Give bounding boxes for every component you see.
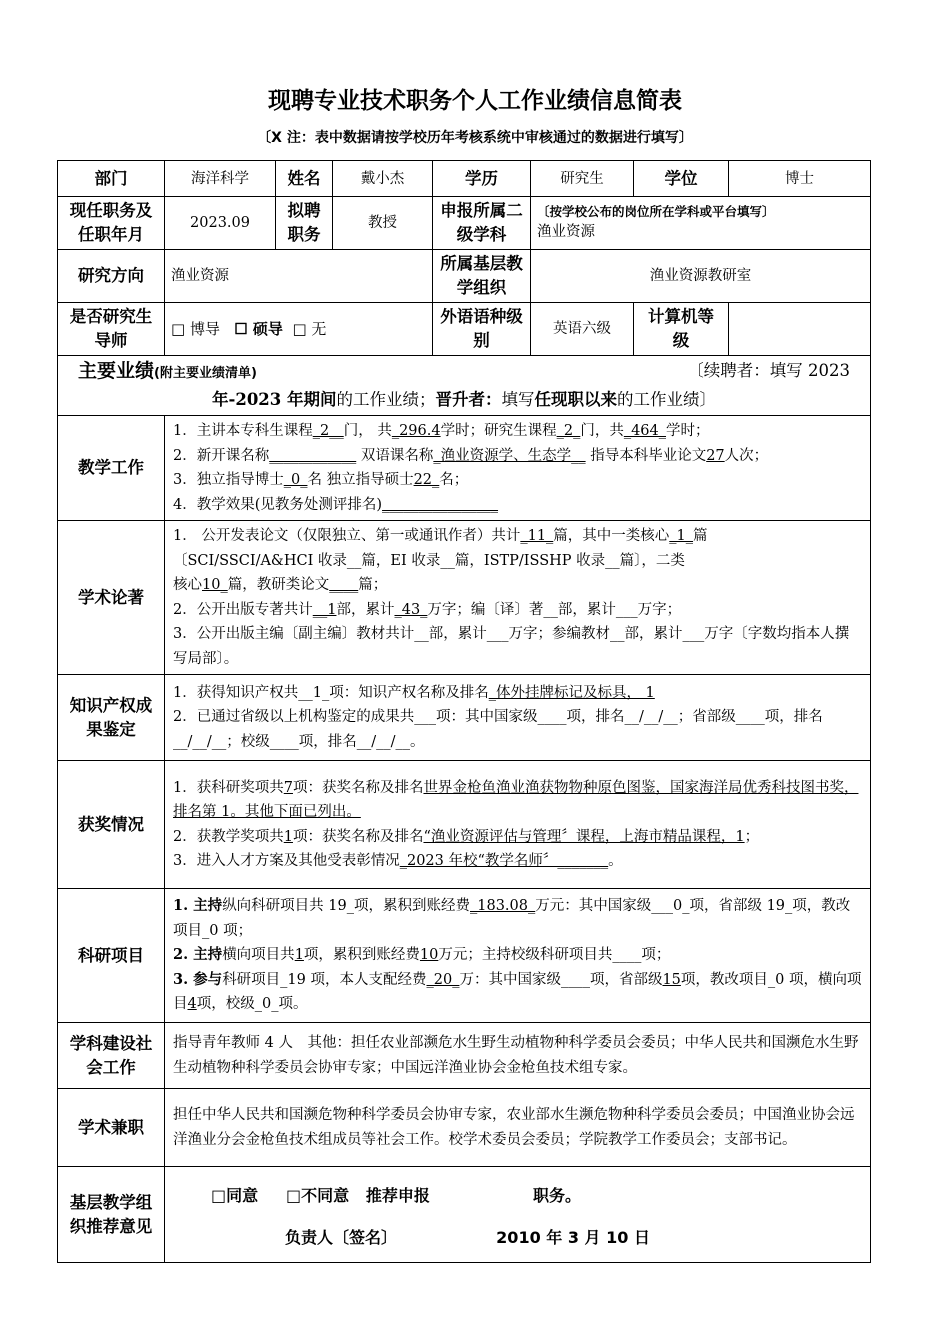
research-projects-content [165,889,871,1023]
supervisor-options [165,303,433,356]
main-achievements-label: 主要业绩 [78,360,155,382]
awards-content [165,761,871,889]
main-line2-c: 晋升者： [435,390,502,409]
part-time-content: 担任中华人民共和国濒危物种科学委员会协审专家，农业部水生濒危物种科学委员会委员；中国渔业协会远洋渔业分会金枪鱼技术组成员等社会工作。校学术委员会委员；学院教学工作委员会；支部书记。 [165,1089,871,1167]
main-achievements-sub: (附主要业绩清单) [154,366,257,381]
teaching-label: 教学工作 [58,416,165,521]
recommend-signature-line [211,1227,860,1249]
teaching-line-3: 3．独立指导博士_0_名 独立指导硕士22_名； [173,472,469,488]
main-achievements-line2 [78,387,850,413]
main-line2-e: 任现职以来 [534,390,617,409]
awards-label: 获奖情况 [58,761,165,889]
recommend-options [211,1185,860,1207]
discipline-build-content: 指导青年教师 4 人 其他：担任农业部濒危水生野生动植物种科学委员会委员；中华人民共和国濒危水生野生动植物种科学委员会协审专家；中国远洋渔业协会金枪鱼技术组专家。 [165,1023,871,1089]
discipline-label: 申报所属二级学科 [433,197,531,250]
research-line-3: 3. 参与科研项目_19 项，本人支配经费_20_万：其中国家级____项，省部级15项，教改项目_0 项，横向项目4项，校级_0_项。 [173,970,862,1013]
language-value: 英语六级 [531,303,634,356]
main-achievements-right: 〔续聘者：填写 2023 [687,361,850,380]
dept-label: 部门 [58,161,165,197]
degree-label: 学位 [634,161,729,197]
recommend-text: 推荐申报 [365,1185,430,1205]
no-supervisor-checkbox[interactable]: □ 无 [292,320,327,338]
discipline-note: 〔按学校公布的岗位所在学科或平台填写〕 [537,204,775,219]
academic-line-5: 3．公开出版主编〔副主编〕教材共计__部，累计___万字；参编教材__部，累计___万字〔字数均指本人撰写局部〕。 [173,626,850,667]
ip-line-1: 1．获得知识产权共__1_项：知识产权名称及排名_体外挂牌标记及标具， 1 [173,684,655,701]
info-table [57,160,871,1263]
discipline-cell [531,197,871,250]
position-value: 2023.09 [165,197,276,250]
research-direction-value: 渔业资源 [165,250,433,303]
academic-line-1: 1． 公开发表论文（仅限独立、第一或通讯作者）共计_11_篇，其中一类核心_1_篇 [173,528,708,544]
discipline-value: 渔业资源 [537,224,595,240]
apply-label: 拟聘职务 [276,197,333,250]
awards-line-1: 1．获科研奖项共7项：获奖名称及排名世界金枪鱼渔业渔获物物种原色图鉴，国家海洋局优秀科技图书奖，排名第 1。其他下面已列出。 [173,779,859,820]
language-label: 外语语种级别 [433,303,531,356]
edu-value: 研究生 [531,161,634,197]
sign-date: 2010 年 3 月 10 日 [496,1227,650,1247]
main-achievements-header [58,356,871,416]
apply-value: 教授 [333,197,433,250]
teaching-line-2: 2．新开课名称____________ 双语课名称_渔业资源学、生态学__ 指导本科毕业论文27人次； [173,447,769,464]
research-line-1: 1. 主持纵向科研项目共 19_项，累积到账经费_183.08_万元：其中国家级___0_项，省部级 19_项，教改项目_0 项； [173,897,851,939]
awards-line-3: 3．进入人才方案及其他受表彰情况_2023 年校“教学名师〞_______。 [173,853,623,869]
main-line2-a: 年-2023 年期间 [211,390,337,409]
computer-label: 计算机等级 [634,303,729,356]
ip-line-2: 2．已通过省级以上机构鉴定的成果共___项：其中国家级____项，排名__/__/__；省部级____项，排名__/__/__；校级____项，排名__/__/__。 [173,709,823,750]
research-direction-label: 研究方向 [58,250,165,303]
recommend-position-text: 职务。 [533,1185,582,1205]
computer-value [729,303,871,356]
teaching-line-4: 4．教学效果(见教务处测评排名)________________ [173,496,499,513]
degree-value: 博士 [729,161,871,197]
supervisor-label: 是否研究生导师 [58,303,165,356]
main-line2-b: 的工作业绩； [336,390,436,409]
agree-checkbox[interactable]: □同意 [211,1185,259,1205]
main-line2-f: 的工作业绩〕 [617,390,716,409]
awards-line-2: 2．获教学奖项共1项：获奖名称及排名“渔业资源评估与管理〞课程，上海市精品课程，1； [173,828,760,845]
teaching-line-1: 1．主讲本专科生课程_2__门， 共_296.4学时；研究生课程_2_门，共_464_学时； [173,423,710,439]
disagree-checkbox[interactable]: □不同意 [285,1185,350,1205]
master-supervisor-checkbox[interactable]: ☐ 硕导 [234,320,283,338]
ip-content [165,675,871,761]
position-label: 现任职务及任职年月 [58,197,165,250]
academic-line-3: 核心10_篇，教研类论文____篇； [173,577,388,593]
ip-label: 知识产权成果鉴定 [58,675,165,761]
main-line2-d: 填写 [501,390,535,409]
academic-line-4: 2．公开出版专著共计__1部，累计_43_万字；编〔译〕著__部，累计___万字； [173,601,682,618]
recommend-label: 基层教学组织推荐意见 [58,1167,165,1263]
name-value: 戴小杰 [333,161,433,197]
teaching-org-value: 渔业资源教研室 [531,250,871,303]
discipline-build-label: 学科建设社会工作 [58,1023,165,1089]
teaching-org-label: 所属基层教学组织 [433,250,531,303]
recommend-content [165,1167,871,1263]
research-line-2: 2. 主持横向项目共1项，累积到账经费10万元；主持校级科研项目共____项； [173,946,671,964]
name-label: 姓名 [276,161,333,197]
edu-label: 学历 [433,161,531,197]
academic-line-2: 〔SCI/SSCI/A&HCI 收录__篇，EI 收录__篇，ISTP/ISSHP 收录__篇〕，二类 [173,552,685,569]
academic-content [165,521,871,675]
form-note: 〔X 注：表中数据请按学校历年考核系统中审核通过的数据进行填写〕 [257,130,693,146]
form-title: 现聘专业技术职务个人工作业绩信息简表 [268,88,682,114]
research-projects-label: 科研项目 [58,889,165,1023]
phd-supervisor-checkbox[interactable]: □ 博导 [171,320,220,338]
academic-label: 学术论著 [58,521,165,675]
signer-label: 负责人〔签名〕 [285,1227,398,1247]
part-time-label: 学术兼职 [58,1089,165,1167]
teaching-content [165,416,871,521]
dept-value: 海洋科学 [165,161,276,197]
